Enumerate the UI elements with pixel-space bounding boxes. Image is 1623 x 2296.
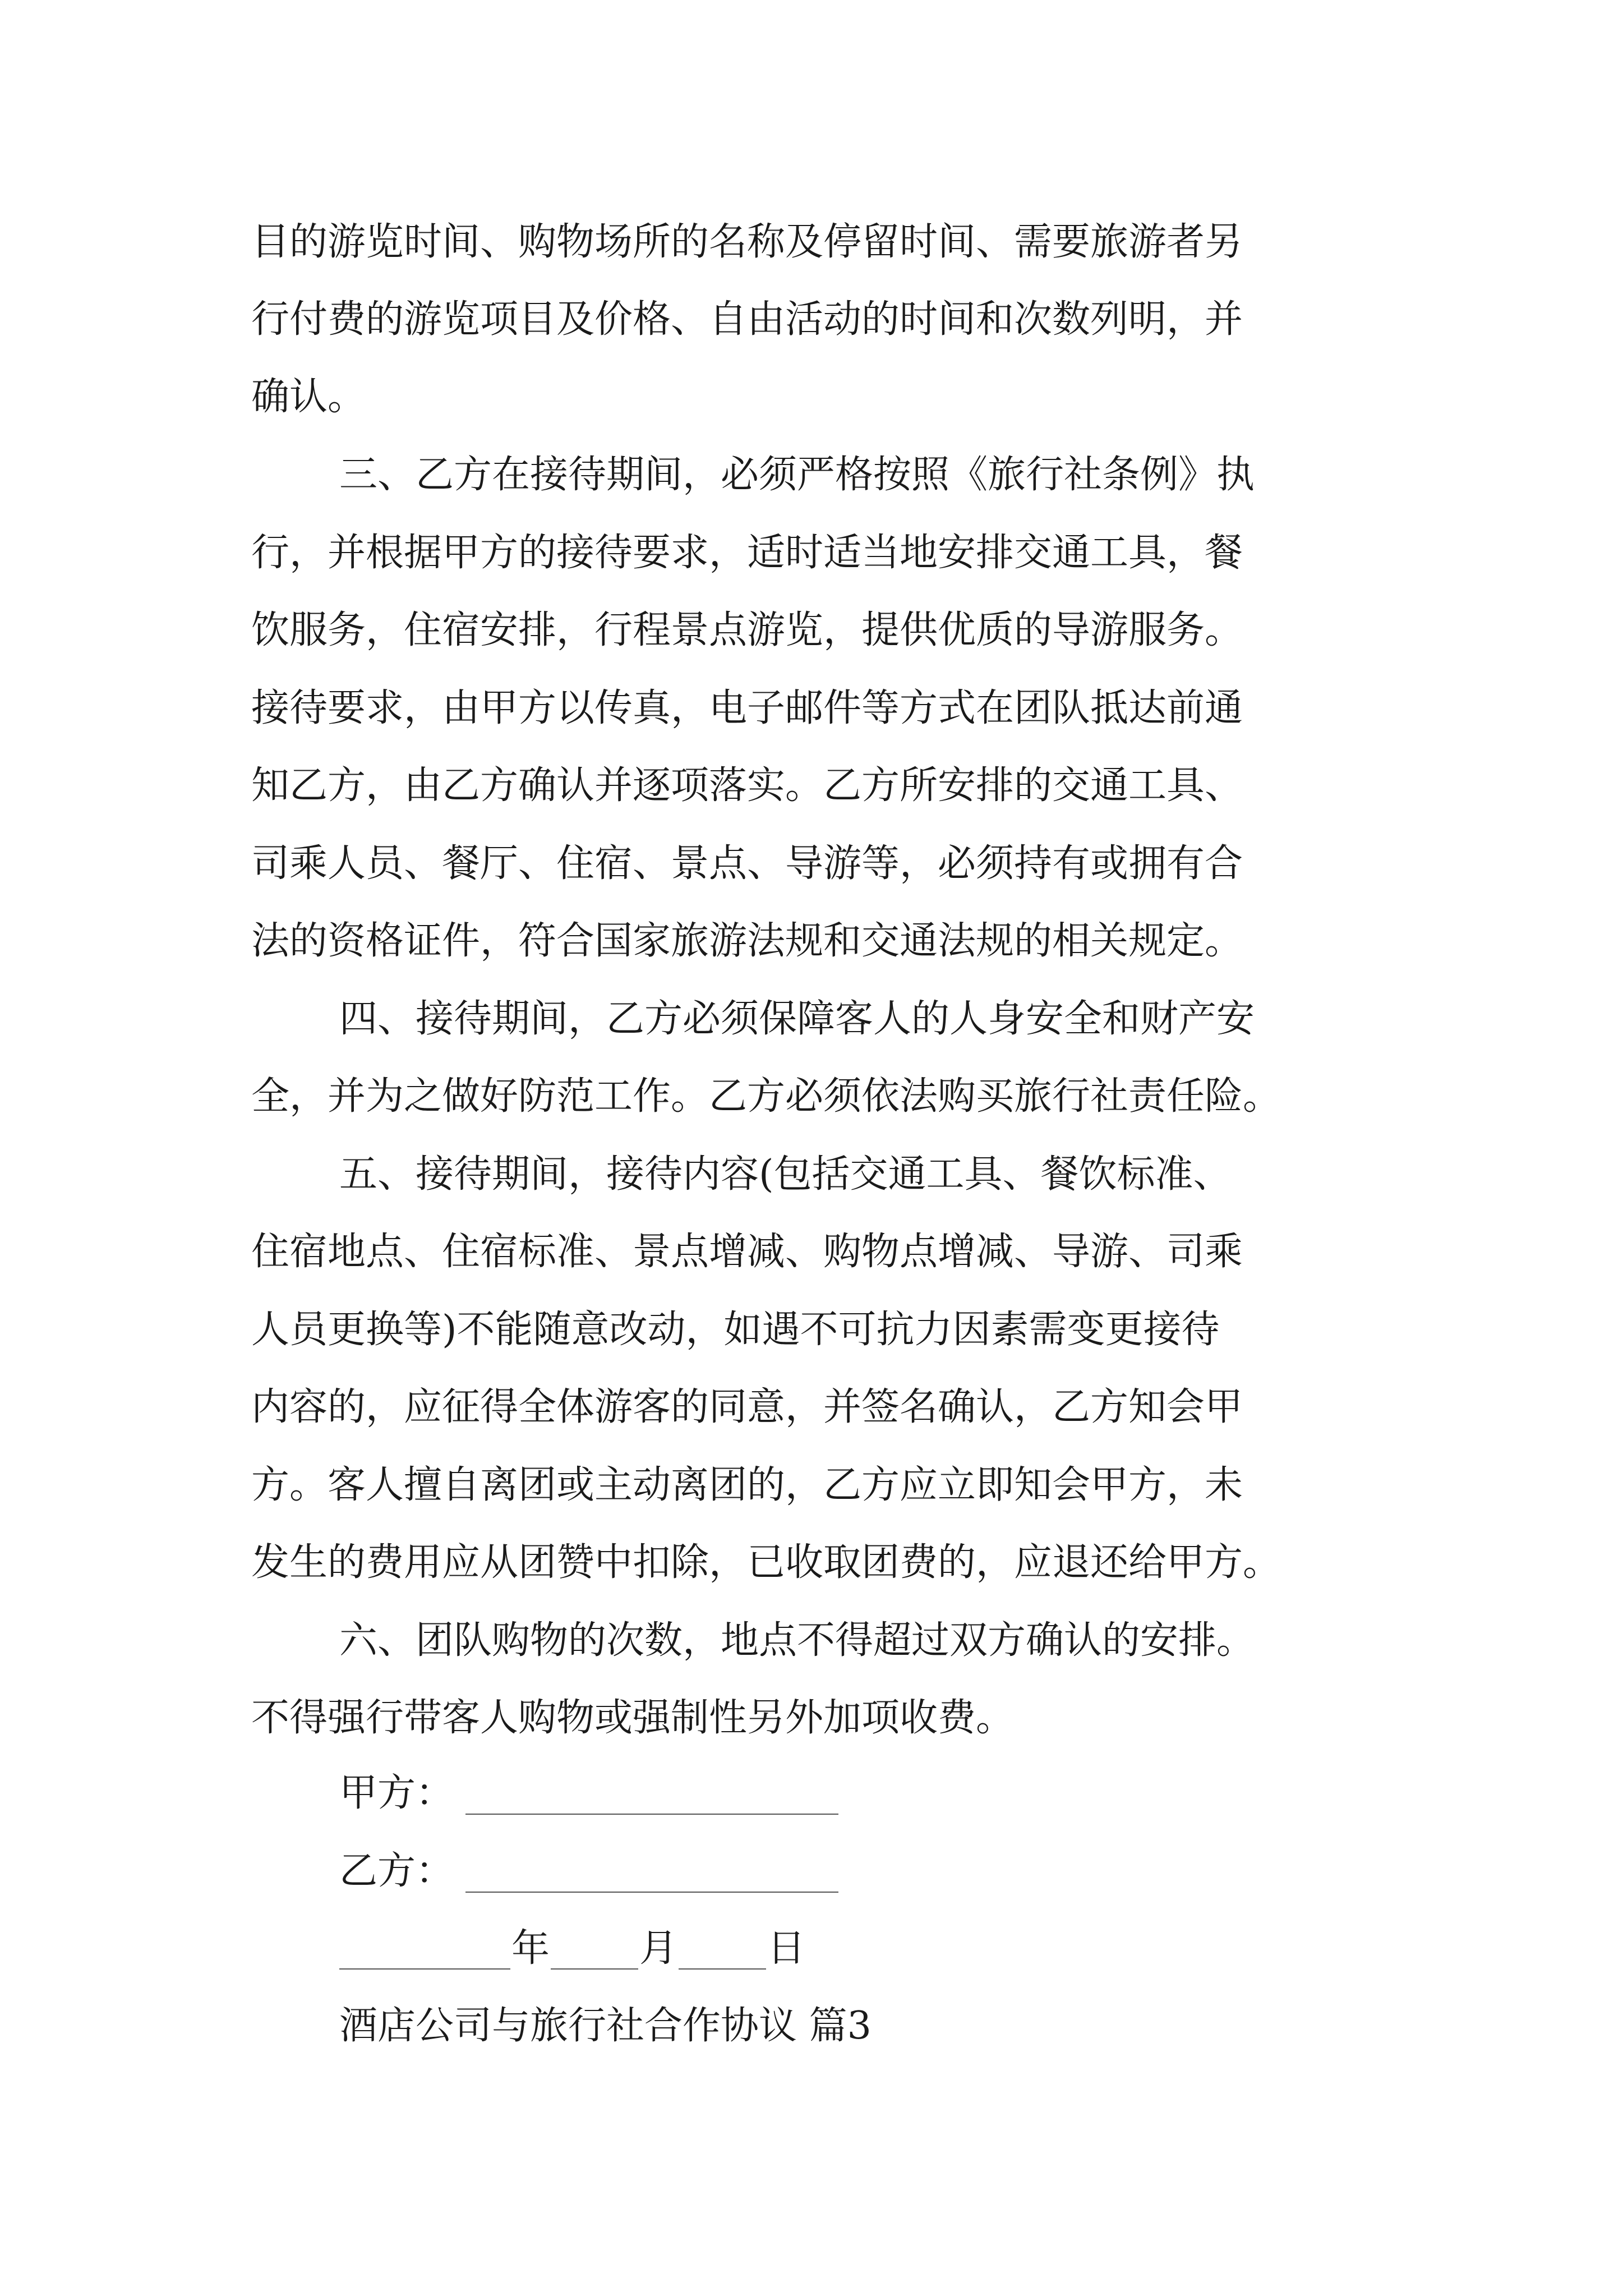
month-label: 月 <box>639 1926 678 1971</box>
clause-5-line: 内容的，应征得全体游客的同意，并签名确认，乙方知会甲 <box>251 1385 1243 1429</box>
section-heading: 酒店公司与旅行社合作协议 篇3 <box>339 2004 872 2048</box>
clause-3-line: 司乘人员、餐厅、住宿、景点、导游等，必须持有或拥有合 <box>251 841 1243 886</box>
clause-5-line: 人员更换等)不能随意改动，如遇不可抗力因素需变更接待 <box>251 1308 1220 1352</box>
clause-6-line: 不得强行带客人购物或强制性另外加项收费。 <box>251 1696 1015 1740</box>
clause-6-line: 六、团队购物的次数，地点不得超过双方确认的安排。 <box>339 1618 1255 1663</box>
day-blank[interactable] <box>679 1968 766 1970</box>
party-a-signature-line[interactable] <box>465 1814 838 1815</box>
clause-4-line: 四、接待期间，乙方必须保障客人的人身安全和财产安 <box>339 997 1255 1041</box>
party-b-signature-line[interactable] <box>465 1892 838 1893</box>
paragraph-line: 确认。 <box>251 375 366 419</box>
clause-3-line: 知乙方，由乙方确认并逐项落实。乙方所安排的交通工具、 <box>251 763 1243 808</box>
clause-5-line: 五、接待期间，接待内容(包括交通工具、餐饮标准、 <box>339 1152 1232 1197</box>
clause-3-line: 行，并根据甲方的接待要求，适时适当地安排交通工具，餐 <box>251 531 1243 575</box>
party-a-label: 甲方： <box>339 1771 454 1815</box>
paragraph-line: 目的游览时间、购物场所的名称及停留时间、需要旅游者另 <box>251 220 1243 264</box>
clause-5-line: 方。客人擅自离团或主动离团的，乙方应立即知会甲方，未 <box>251 1463 1243 1507</box>
party-b-label: 乙方： <box>339 1849 454 1893</box>
clause-3-line: 接待要求，由甲方以传真，电子邮件等方式在团队抵达前通 <box>251 686 1243 730</box>
clause-4-line: 全，并为之做好防范工作。乙方必须依法购买旅行社责任险。 <box>251 1074 1281 1119</box>
clause-3-line: 三、乙方在接待期间，必须严格按照《旅行社条例》执 <box>339 453 1255 497</box>
clause-3-line: 饮服务，住宿安排，行程景点游览，提供优质的导游服务。 <box>251 608 1243 652</box>
clause-5-line: 住宿地点、住宿标准、景点增减、购物点增减、导游、司乘 <box>251 1230 1243 1274</box>
year-blank[interactable] <box>339 1968 510 1970</box>
year-label: 年 <box>511 1926 550 1971</box>
month-blank[interactable] <box>551 1968 638 1970</box>
paragraph-line: 行付费的游览项目及价格、自由活动的时间和次数列明，并 <box>251 297 1243 342</box>
day-label: 日 <box>767 1926 806 1971</box>
clause-5-line: 发生的费用应从团赞中扣除，已收取团费的，应退还给甲方。 <box>251 1540 1281 1585</box>
clause-3-line: 法的资格证件，符合国家旅游法规和交通法规的相关规定。 <box>251 919 1243 963</box>
